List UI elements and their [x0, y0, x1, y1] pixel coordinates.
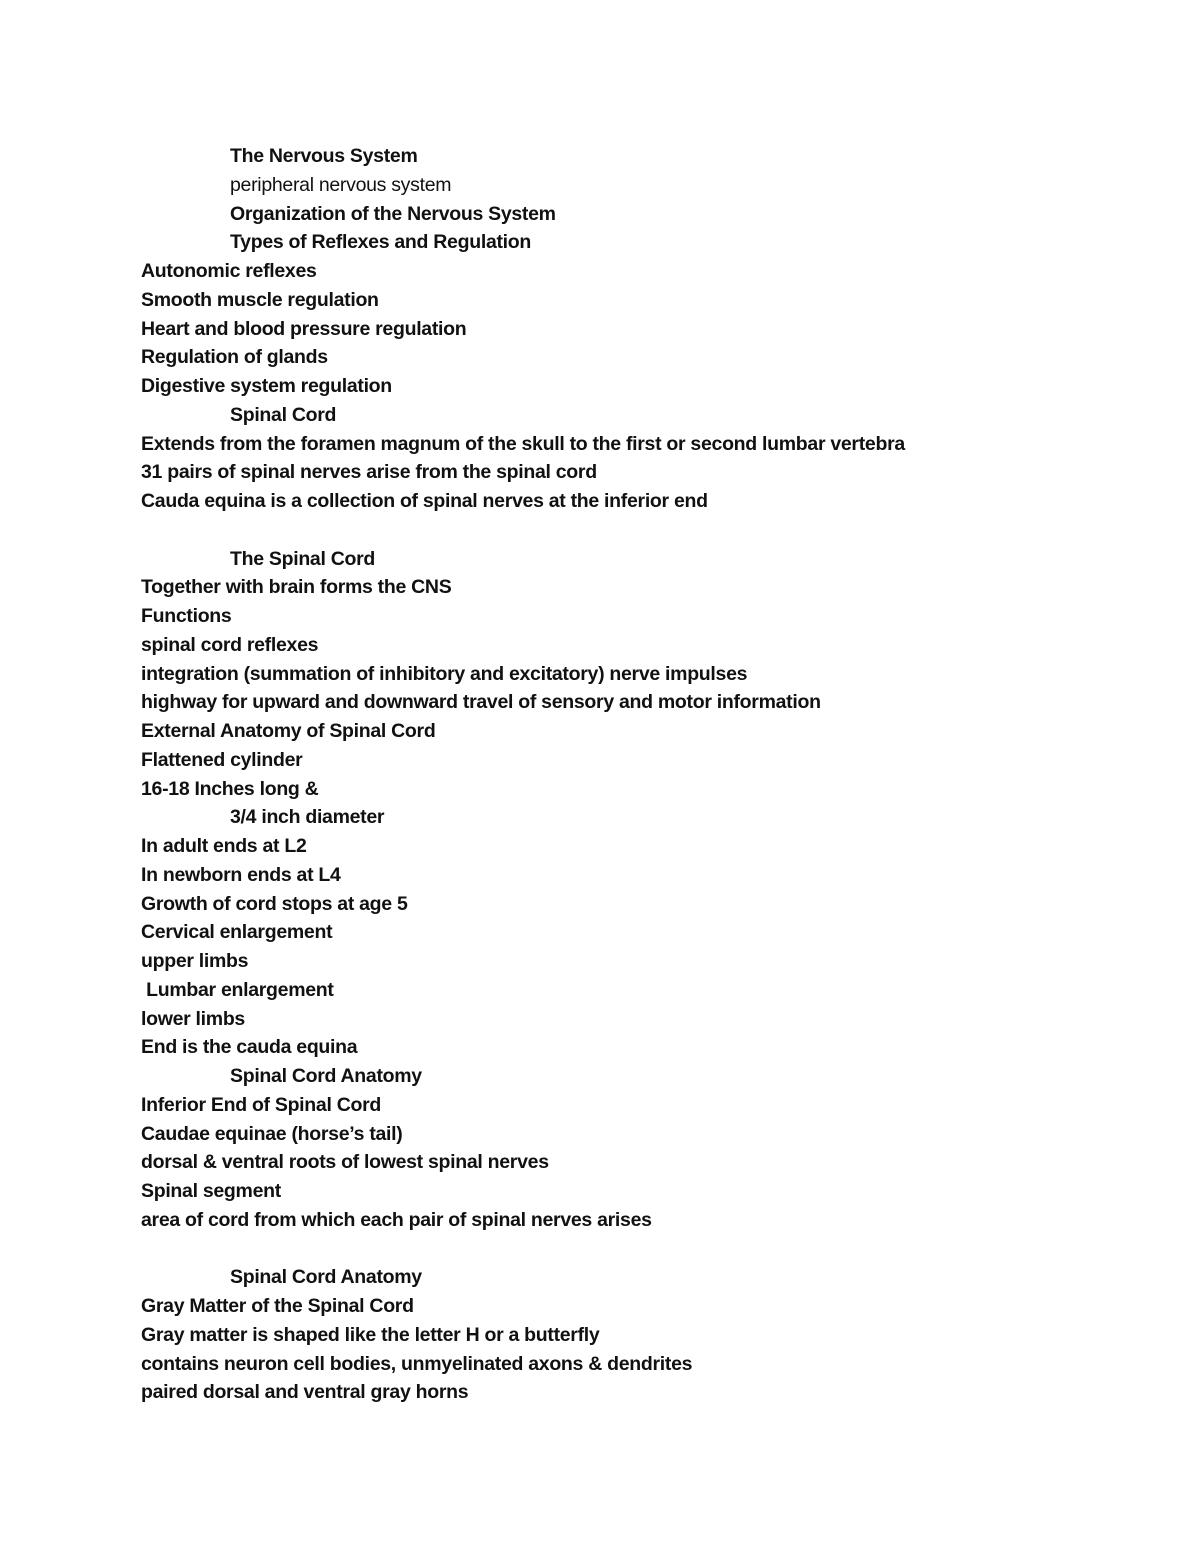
text-line: paired dorsal and ventral gray horns [141, 1381, 469, 1404]
text-line: Together with brain forms the CNS [141, 576, 452, 599]
section-heading-line: 3/4 inch diameter [230, 806, 385, 829]
text-line: Spinal segment [141, 1180, 281, 1202]
section-heading-line: The Spinal Cord [230, 547, 376, 570]
text-line: Growth of cord stops at age 5 [141, 892, 408, 915]
blank-line [141, 1235, 1141, 1264]
section-heading-line: The Nervous System [230, 145, 418, 167]
text-line: spinal cord reflexes [141, 633, 319, 656]
document-text-body [141, 142, 1141, 1407]
text-line: highway for upward and downward travel of sensory and motor information [141, 691, 821, 714]
text-line: Digestive system regulation [141, 375, 392, 397]
text-line: upper limbs [141, 950, 249, 972]
text-line: Lumbar enlargement [141, 978, 334, 1001]
section-heading-line: Spinal Cord Anatomy [230, 1266, 422, 1289]
text-line: 31 pairs of spinal nerves arise from the spinal cord [141, 461, 597, 484]
text-line: Inferior End of Spinal Cord [141, 1093, 381, 1116]
text-line: Cauda equina is a collection of spinal nerves at the inferior end [141, 490, 708, 512]
section-heading-line: Spinal Cord [230, 403, 337, 426]
text-line: External Anatomy of Spinal Cord [141, 720, 436, 742]
text-line: Gray Matter of the Spinal Cord [141, 1295, 414, 1317]
text-line: End is the cauda equina [141, 1036, 358, 1059]
text-line: area of cord from which each pair of spinal nerves arises [141, 1208, 652, 1231]
text-line: Extends from the foramen magnum of the skull to the first or second lumbar vertebra [141, 432, 905, 455]
blank-line [141, 516, 1141, 545]
section-heading-line: Spinal Cord Anatomy [230, 1065, 422, 1087]
text-line: Flattened cylinder [141, 748, 303, 771]
text-line: Functions [141, 605, 232, 627]
text-line: Smooth muscle regulation [141, 288, 379, 311]
text-line: Regulation of glands [141, 346, 328, 369]
text-line: contains neuron cell bodies, unmyelinated axons & dendrites [141, 1352, 693, 1375]
text-line: Heart and blood pressure regulation [141, 317, 467, 340]
text-line: Cervical enlargement [141, 921, 333, 944]
text-line: In adult ends at L2 [141, 835, 307, 857]
text-line: Autonomic reflexes [141, 260, 317, 282]
section-heading-line: Organization of the Nervous System [230, 202, 556, 225]
text-line: Gray matter is shaped like the letter H or a butterfly [141, 1323, 600, 1346]
text-line: 16-18 Inches long & [141, 777, 319, 800]
text-line: Caudae equinae (horse’s tail) [141, 1122, 403, 1145]
text-line: lower limbs [141, 1007, 245, 1030]
text-line: integration (summation of inhibitory and excitatory) nerve impulses [141, 662, 748, 685]
section-heading-line: peripheral nervous system [230, 173, 452, 196]
text-line: dorsal & ventral roots of lowest spinal nerves [141, 1151, 549, 1174]
text-line: In newborn ends at L4 [141, 863, 341, 886]
section-heading-line: Types of Reflexes and Regulation [230, 231, 532, 254]
